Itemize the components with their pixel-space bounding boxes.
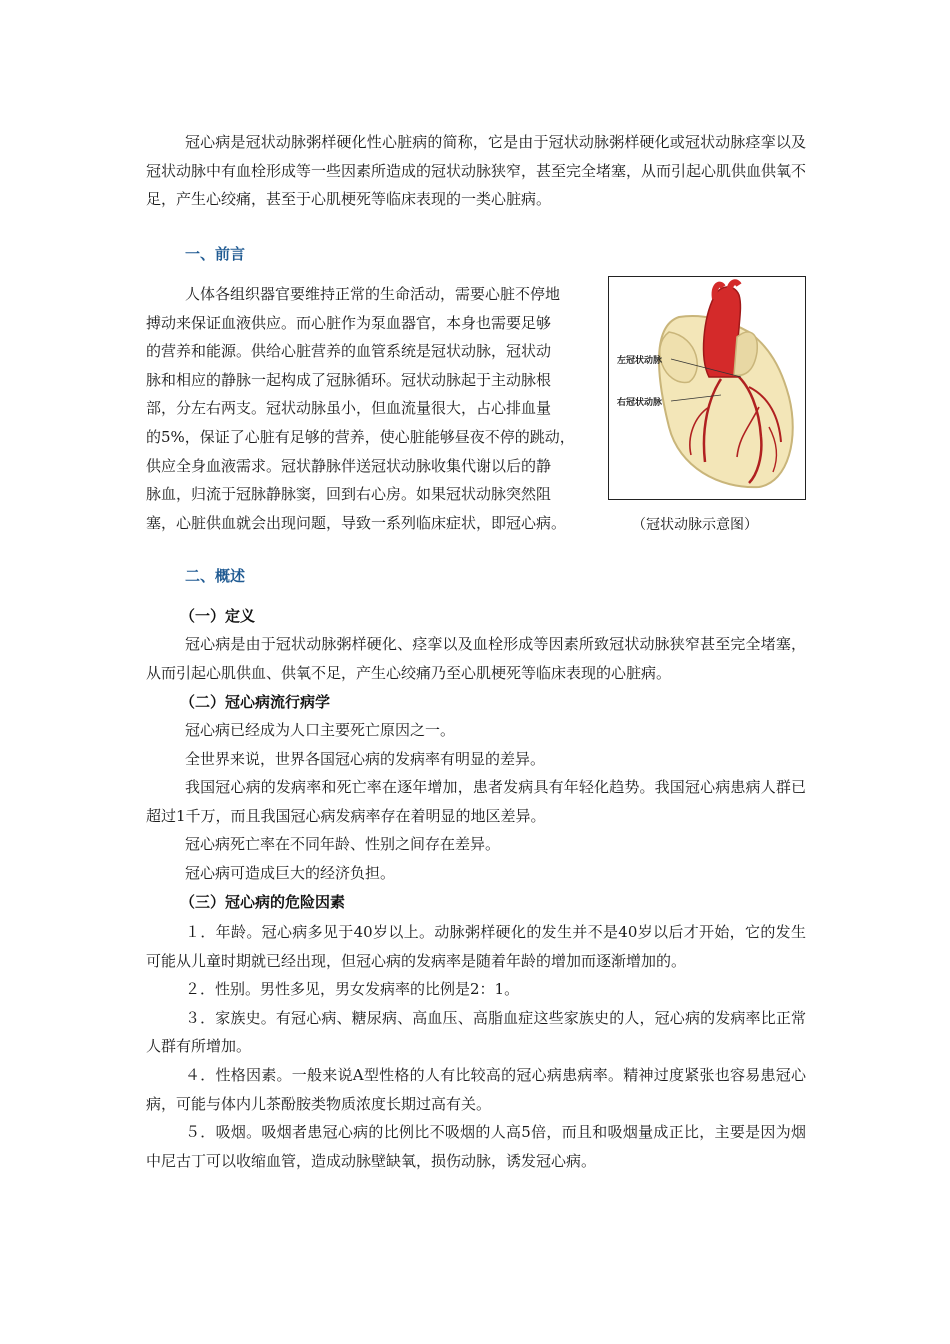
- list-item: １．年龄。冠心病多见于40岁以上。动脉粥样硬化的发生并不是40岁以后才开始，它的发生可能从儿童时期就已经出现，但冠心病的发病率是随着年龄的增加而逐渐增加的。: [146, 923, 806, 970]
- line: 的5%，保证了心脏有足够的营养，使心脏能够昼夜不停的跳动，: [146, 427, 575, 446]
- epidemiology-body: [146, 716, 806, 888]
- coronary-artery-figure: [608, 276, 806, 500]
- paragraph: 我国冠心病的发病率和死亡率在逐年增加，患者发病具有年轻化趋势。我国冠心病患病人群已超过1千万，而且我国冠心病发病率存在着明显的地区差异。: [146, 778, 806, 825]
- line: 脉和相应的静脉一起构成了冠脉循环。冠状动脉起于主动脉根: [146, 370, 552, 389]
- intro-paragraph: 冠心病是冠状动脉粥样硬化性心脏病的简称，它是由于冠状动脉粥样硬化或冠状动脉痉挛以及冠状动脉中有血栓形成等一些因素所造成的冠状动脉狭窄，甚至完全堵塞，从而引起心肌供血供氧不足，产生心绞痛，甚至于心肌梗死等临床表现的一类心脏病。: [146, 133, 807, 209]
- line: 部，分左右两支。冠状动脉虽小，但血流量很大，占心排血量: [146, 399, 552, 418]
- line: 塞，心脏供血就会出现问题，导致一系列临床症状，即冠心病。: [146, 513, 567, 532]
- label-left-coronary: 左冠状动脉: [617, 356, 663, 366]
- paragraph: 冠心病可造成巨大的经济负担。: [185, 863, 396, 882]
- line: 搏动来保证血液供应。而心脏作为泵血器官，本身也需要足够: [146, 313, 552, 332]
- subsection-epidemiology-heading: （二）冠心病流行病学: [180, 693, 331, 711]
- section-2-heading: 二、概述: [185, 567, 246, 585]
- line: 脉血，归流于冠脉静脉窦，回到右心房。如果冠状动脉突然阻: [146, 485, 552, 504]
- list-item: ２．性别。男性多见，男女发病率的比例是2：1。: [185, 980, 520, 999]
- definition-paragraph: 冠心病是由于冠状动脉粥样硬化、痉挛以及血栓形成等因素所致冠状动脉狭窄甚至完全堵塞，从而引起心肌供血、供氧不足，产生心绞痛乃至心肌梗死等临床表现的心脏病。: [146, 635, 806, 682]
- label-right-coronary: 右冠状动脉: [617, 398, 663, 408]
- risk-factors-list: [146, 918, 806, 1175]
- paragraph: 冠心病死亡率在不同年龄、性别之间存在差异。: [185, 835, 501, 854]
- list-item: ３．家族史。有冠心病、糖尿病、高血压、高脂血症这些家族史的人，冠心病的发病率比正常人群有所增加。: [146, 1008, 806, 1056]
- subsection-risk-heading: （三）冠心病的危险因素: [180, 893, 346, 911]
- line: 的营养和能源。供给心脏营养的血管系统是冠状动脉，冠状动: [146, 342, 552, 361]
- heart-illustration: [609, 277, 805, 499]
- paragraph: 全世界来说，世界各国冠心病的发病率有明显的差异。: [185, 749, 546, 768]
- line: 供应全身血液需求。冠状静脉伴送冠状动脉收集代谢以后的静: [146, 456, 552, 475]
- list-item: ４．性格因素。一般来说A型性格的人有比较高的冠心病患病率。精神过度紧张也容易患冠心病，可能与体内儿茶酚胺类物质浓度长期过高有关。: [146, 1065, 806, 1113]
- line: 人体各组织器官要维持正常的生命活动，需要心脏不停地: [185, 285, 561, 303]
- paragraph: 冠心病已经成为人口主要死亡原因之一。: [185, 721, 456, 739]
- figure-caption: （冠状动脉示意图）: [632, 517, 758, 533]
- section-1-heading: 一、前言: [185, 245, 246, 263]
- section-1-body: [146, 280, 606, 537]
- list-item: ５．吸烟。吸烟者患冠心病的比例比不吸烟的人高5倍，而且和吸烟量成正比，主要是因为烟中尼古丁可以收缩血管，造成动脉壁缺氧，损伤动脉，诱发冠心病。: [146, 1123, 806, 1170]
- subsection-definition-heading: （一）定义: [180, 607, 256, 625]
